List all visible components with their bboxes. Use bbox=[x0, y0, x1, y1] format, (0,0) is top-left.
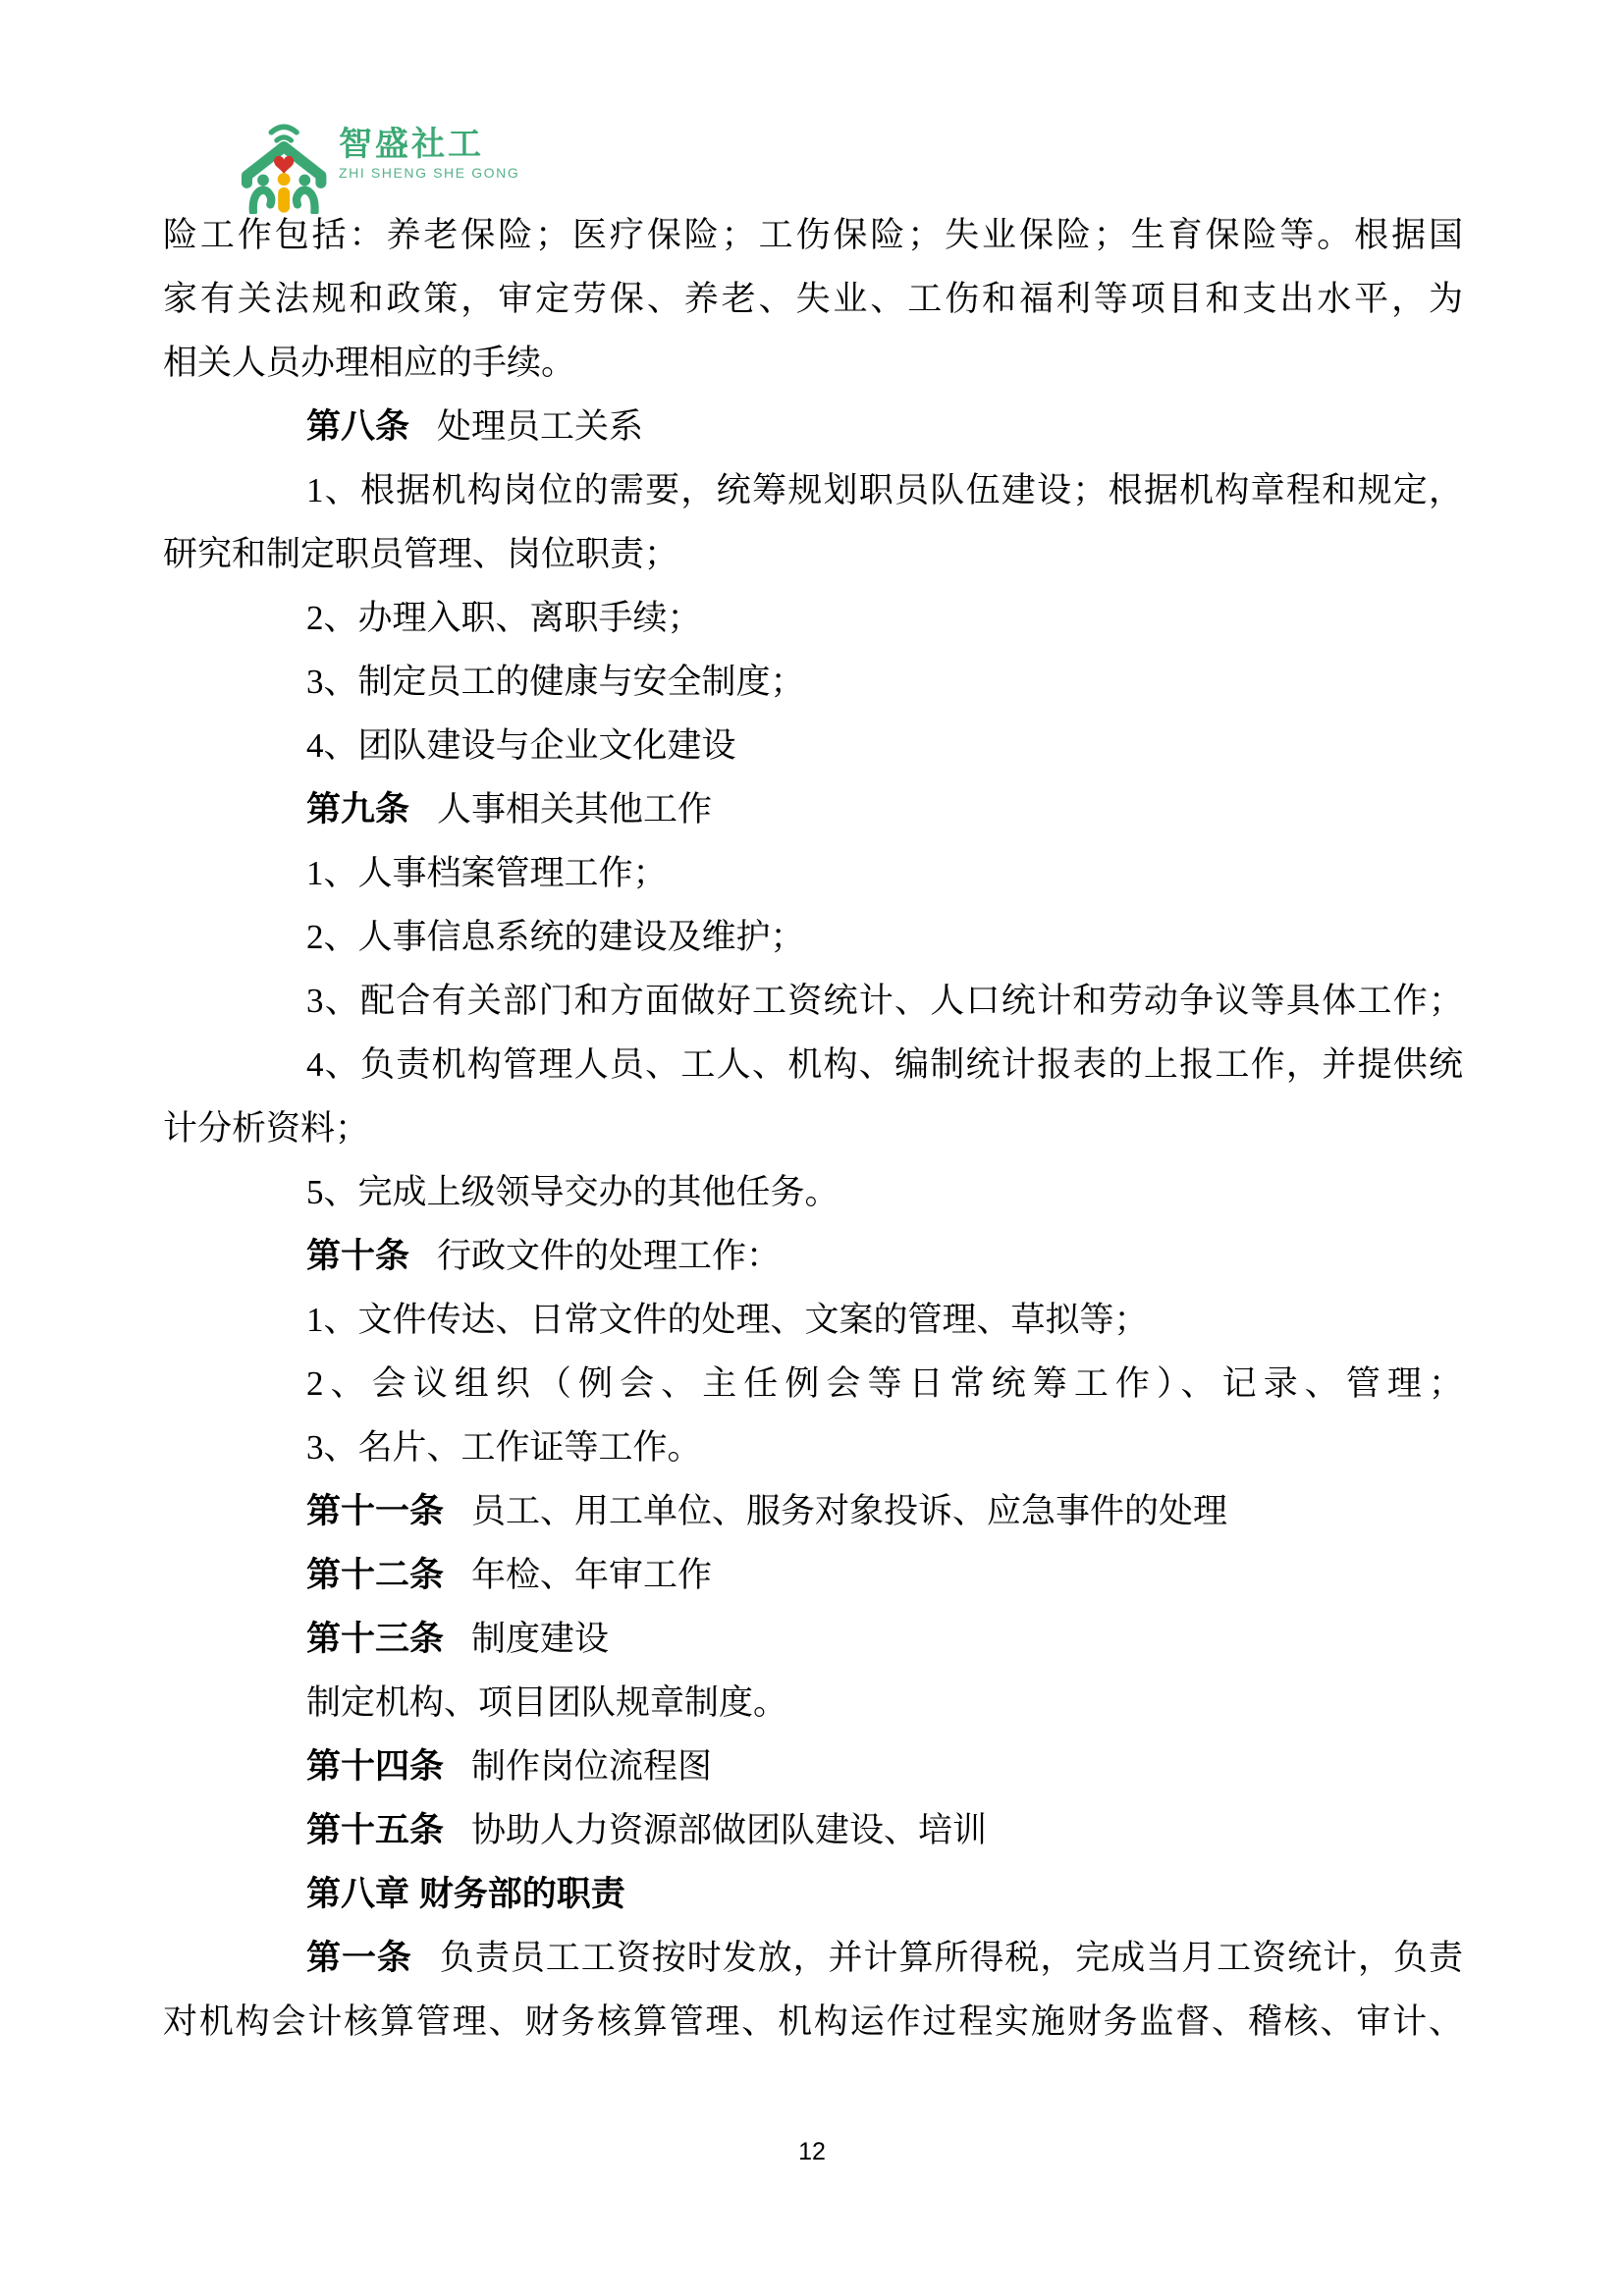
text-line bbox=[163, 1479, 1463, 1543]
section-label: 第一条 bbox=[306, 1939, 412, 1977]
line-text: 协助人力资源部做团队建设、培训 bbox=[471, 1811, 988, 1849]
line-text: 处理员工关系 bbox=[437, 407, 644, 446]
text-line bbox=[163, 331, 1463, 395]
text-line bbox=[163, 586, 1463, 650]
line-text: 年检、年审工作 bbox=[471, 1556, 713, 1594]
line-text: 1、人事档案管理工作； bbox=[306, 854, 668, 892]
text-line bbox=[163, 777, 1463, 841]
section-label: 第九条 bbox=[306, 790, 410, 828]
line-text: 计分析资料； bbox=[163, 1109, 370, 1148]
logo-text-block bbox=[339, 114, 519, 180]
line-text: 制度建设 bbox=[471, 1620, 610, 1658]
text-line bbox=[163, 1798, 1463, 1862]
line-text: 1、根据机构岗位的需要，统筹规划职员队伍建设；根据机构章程和规定， bbox=[306, 471, 1463, 509]
section-label: 第十条 bbox=[306, 1237, 410, 1275]
section-label: 第八条 bbox=[306, 407, 410, 446]
line-text: 研究和制定职员管理、岗位职责； bbox=[163, 535, 679, 573]
section-label: 第十二条 bbox=[306, 1556, 445, 1594]
text-line bbox=[163, 458, 1463, 522]
text-line bbox=[163, 1352, 1463, 1415]
line-text: 制作岗位流程图 bbox=[471, 1747, 713, 1786]
line-text: 3、名片、工作证等工作。 bbox=[306, 1428, 702, 1467]
wifi-arc-inner-icon bbox=[277, 137, 292, 140]
text-line bbox=[163, 650, 1463, 714]
house-people-heart-icon bbox=[241, 114, 331, 214]
text-line bbox=[163, 1543, 1463, 1607]
text-line bbox=[163, 1671, 1463, 1735]
text-line bbox=[163, 395, 1463, 458]
line-text: 2、会议组织（例会、主任例会等日常统筹工作）、记录、管理； bbox=[306, 1364, 1463, 1403]
text-line bbox=[163, 841, 1463, 905]
text-line bbox=[163, 905, 1463, 969]
text-line bbox=[163, 522, 1463, 586]
line-text: 4、负责机构管理人员、工人、机构、编制统计报表的上报工作，并提供统 bbox=[306, 1045, 1463, 1084]
text-line bbox=[163, 1415, 1463, 1479]
text-line bbox=[163, 1160, 1463, 1224]
line-text: 家有关法规和政策，审定劳保、养老、失业、工伤和福利等项目和支出水平，为 bbox=[163, 280, 1463, 318]
line-text: 2、办理入职、离职手续； bbox=[306, 599, 702, 637]
section-label: 第十三条 bbox=[306, 1620, 445, 1658]
line-text: 相关人员办理相应的手续。 bbox=[163, 344, 576, 382]
text-line bbox=[163, 969, 1463, 1033]
section-label: 第十一条 bbox=[306, 1492, 445, 1530]
line-text: 1、文件传达、日常文件的处理、文案的管理、草拟等； bbox=[306, 1301, 1149, 1339]
text-line bbox=[163, 1096, 1463, 1160]
section-label: 第八章 财务部的职责 bbox=[306, 1875, 625, 1913]
logo-subtitle: ZHI SHENG SHE GONG bbox=[339, 165, 520, 181]
text-line bbox=[163, 1224, 1463, 1288]
line-text: 3、制定员工的健康与安全制度； bbox=[306, 663, 805, 701]
line-text: 2、人事信息系统的建设及维护； bbox=[306, 918, 805, 956]
line-text: 3、配合有关部门和方面做好工资统计、人口统计和劳动争议等具体工作； bbox=[306, 982, 1463, 1020]
person-middle-head-icon bbox=[278, 173, 291, 186]
logo-title: 智盛社工 bbox=[339, 126, 484, 163]
text-line bbox=[163, 1288, 1463, 1352]
text-line bbox=[163, 267, 1463, 331]
text-line bbox=[163, 714, 1463, 777]
text-line bbox=[163, 1735, 1463, 1798]
text-line bbox=[163, 1607, 1463, 1671]
line-text: 5、完成上级领导交办的其他任务。 bbox=[306, 1173, 839, 1211]
person-left-head-icon bbox=[257, 175, 269, 187]
section-label: 第十五条 bbox=[306, 1811, 445, 1849]
heart-icon bbox=[274, 156, 294, 174]
document-body bbox=[163, 203, 1463, 2054]
wifi-arc-outer-icon bbox=[271, 127, 297, 133]
line-text: 4、团队建设与企业文化建设 bbox=[306, 726, 736, 765]
text-line bbox=[163, 1862, 1463, 1926]
text-line bbox=[163, 1926, 1463, 1990]
line-text: 制定机构、项目团队规章制度。 bbox=[306, 1683, 788, 1722]
page-number: 12 bbox=[798, 2138, 826, 2165]
section-label: 第十四条 bbox=[306, 1747, 445, 1786]
line-text: 险工作包括：养老保险；医疗保险；工伤保险；失业保险；生育保险等。根据国 bbox=[163, 216, 1463, 254]
person-right-head-icon bbox=[298, 175, 310, 187]
text-line bbox=[163, 1033, 1463, 1096]
organization-logo bbox=[241, 114, 519, 214]
line-text: 行政文件的处理工作： bbox=[437, 1237, 782, 1275]
text-line bbox=[163, 1990, 1463, 2054]
line-text: 员工、用工单位、服务对象投诉、应急事件的处理 bbox=[471, 1492, 1228, 1530]
line-text: 对机构会计核算管理、财务核算管理、机构运作过程实施财务监督、稽核、审计、 bbox=[163, 2002, 1463, 2041]
line-text: 人事相关其他工作 bbox=[437, 790, 713, 828]
line-text: 负责员工工资按时发放，并计算所得税，完成当月工资统计，负责 bbox=[439, 1939, 1463, 1977]
text-line bbox=[163, 203, 1463, 267]
